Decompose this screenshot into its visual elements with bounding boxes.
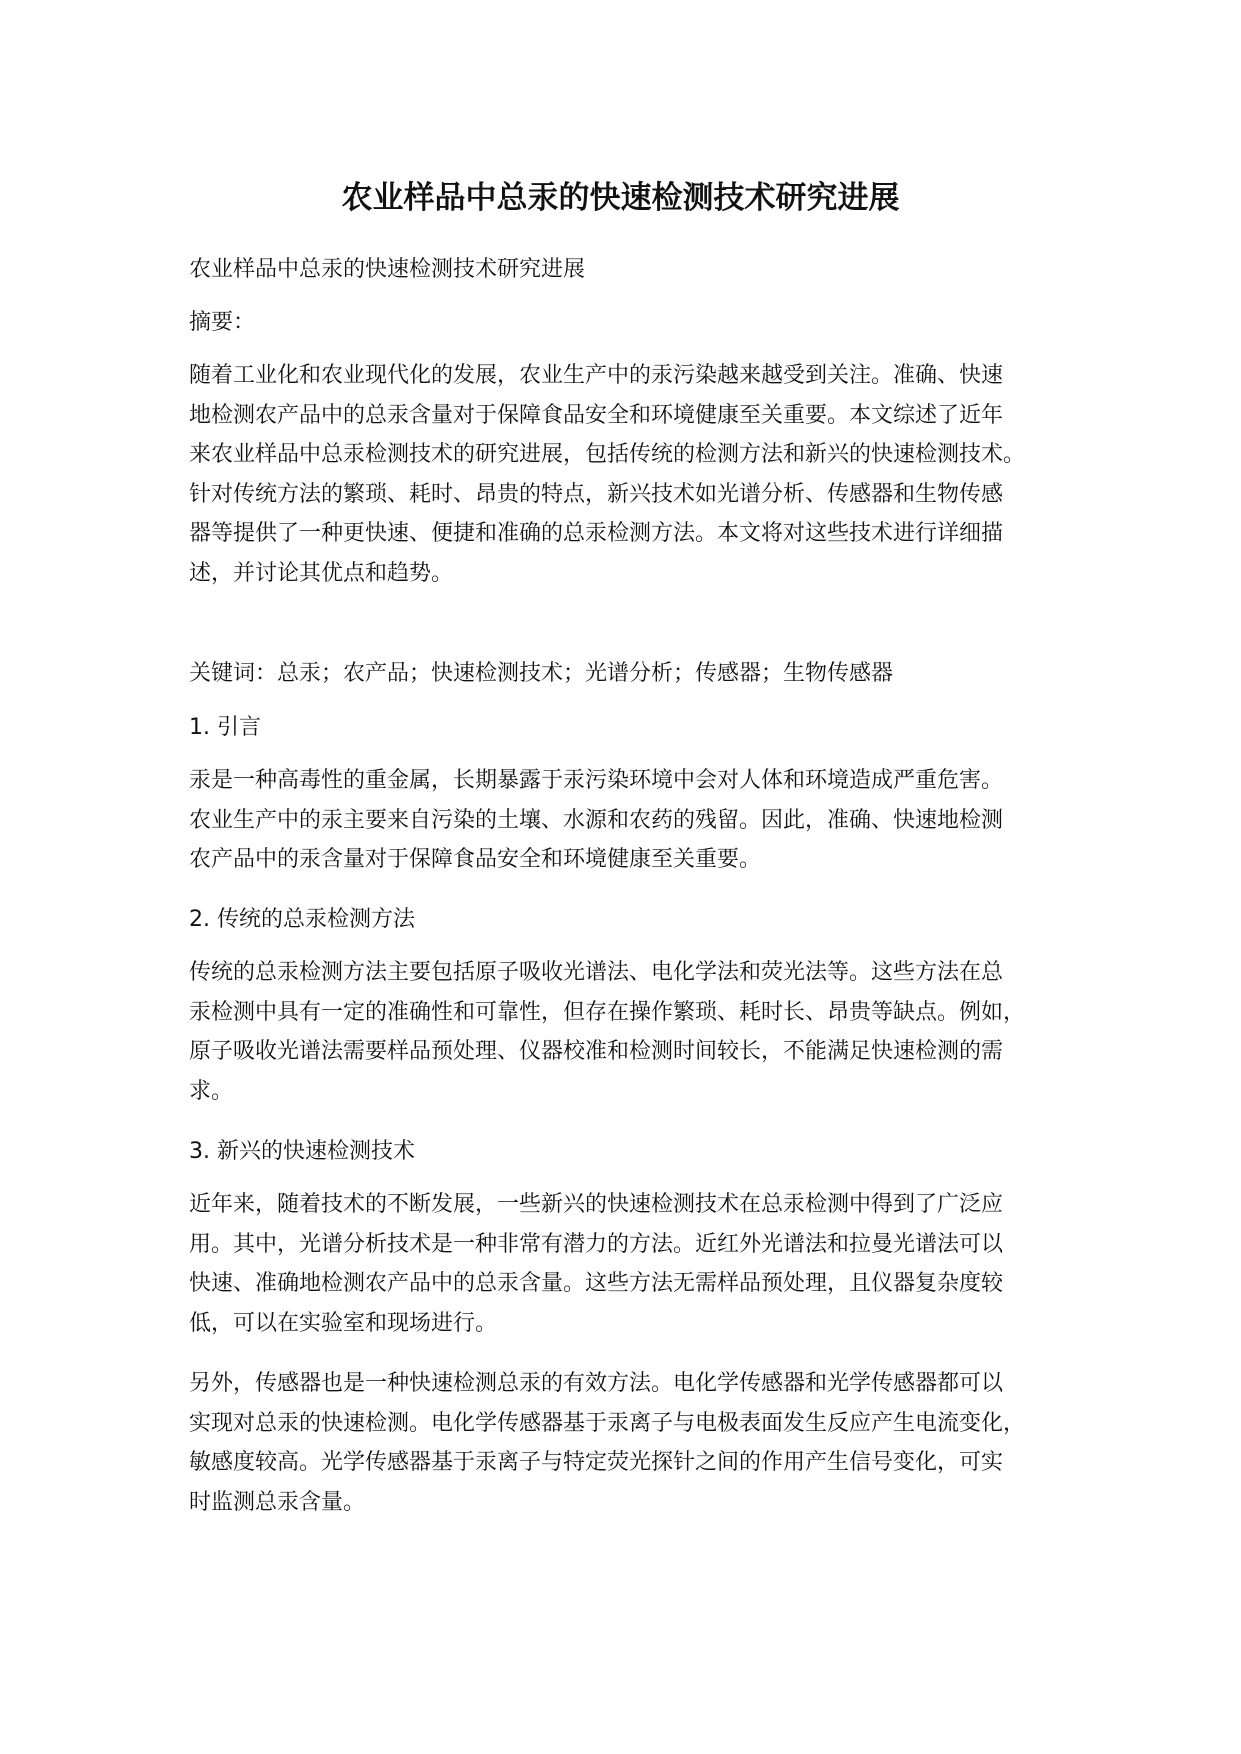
abstract-line: 述，并讨论其优点和趋势。 — [189, 560, 454, 586]
section3-line: 时监测总汞含量。 — [189, 1489, 366, 1515]
section3-paragraph-1 — [189, 1185, 1079, 1343]
abstract-line: 来农业样品中总汞检测技术的研究进展，包括传统的检测方法和新兴的快速检测技术。 — [189, 442, 1026, 467]
document-subtitle: 农业样品中总汞的快速检测技术研究进展 — [189, 257, 586, 282]
section3-line: 另外，传感器也是一种快速检测总汞的有效方法。电化学传感器和光学传感器都可以 — [189, 1371, 1004, 1396]
section1-heading: 1. 引言 — [189, 715, 261, 740]
section1-line: 农产品中的汞含量对于保障食品安全和环境健康至关重要。 — [189, 847, 762, 872]
section1-paragraph — [189, 761, 1079, 880]
section2-paragraph — [189, 953, 1079, 1111]
abstract-line: 器等提供了一种更快速、便捷和准确的总汞检测方法。本文将对这些技术进行详细描 — [189, 521, 1004, 546]
section3-line: 低，可以在实验室和现场进行。 — [189, 1310, 498, 1336]
section2-line: 求。 — [189, 1078, 234, 1104]
abstract-label: 摘要： — [189, 310, 256, 335]
section3-heading: 3. 新兴的快速检测技术 — [189, 1139, 415, 1164]
document-title: 农业样品中总汞的快速检测技术研究进展 — [341, 180, 900, 216]
section2-line: 原子吸收光谱法需要样品预处理、仪器校准和检测时间较长，不能满足快速检测的需 — [189, 1039, 1004, 1064]
abstract-line: 随着工业化和农业现代化的发展，农业生产中的汞污染越来越受到关注。准确、快速 — [189, 363, 1004, 388]
section3-line: 近年来，随着技术的不断发展，一些新兴的快速检测技术在总汞检测中得到了广泛应 — [189, 1192, 1004, 1217]
section2-heading: 2. 传统的总汞检测方法 — [189, 907, 415, 932]
section3-line: 快速、准确地检测农产品中的总汞含量。这些方法无需样品预处理，且仪器复杂度较 — [189, 1271, 1004, 1296]
abstract-line: 地检测农产品中的总汞含量对于保障食品安全和环境健康至关重要。本文综述了近年 — [189, 402, 1004, 428]
section1-line: 农业生产中的汞主要来自污染的土壤、水源和农药的残留。因此，准确、快速地检测 — [189, 807, 1004, 833]
section3-line: 敏感度较高。光学传感器基于汞离子与特定荧光探针之间的作用产生信号变化，可实 — [189, 1450, 1004, 1475]
section2-line: 传统的总汞检测方法主要包括原子吸收光谱法、电化学法和荧光法等。这些方法在总 — [189, 960, 1004, 985]
section3-paragraph-2 — [189, 1364, 1079, 1522]
abstract-line: 针对传统方法的繁琐、耗时、昂贵的特点，新兴技术如光谱分析、传感器和生物传感 — [189, 481, 1004, 507]
section2-line: 汞检测中具有一定的准确性和可靠性，但存在操作繁琐、耗时长、昂贵等缺点。例如， — [189, 999, 1026, 1025]
section3-line: 用。其中，光谱分析技术是一种非常有潜力的方法。近红外光谱法和拉曼光谱法可以 — [189, 1231, 1004, 1257]
keywords-line: 关键词：总汞；农产品；快速检测技术；光谱分析；传感器；生物传感器 — [189, 661, 894, 686]
section3-line: 实现对总汞的快速检测。电化学传感器基于汞离子与电极表面发生反应产生电流变化， — [189, 1410, 1026, 1436]
section1-line: 汞是一种高毒性的重金属，长期暴露于汞污染环境中会对人体和环境造成严重危害。 — [189, 768, 1004, 793]
abstract-paragraph — [189, 356, 1079, 593]
